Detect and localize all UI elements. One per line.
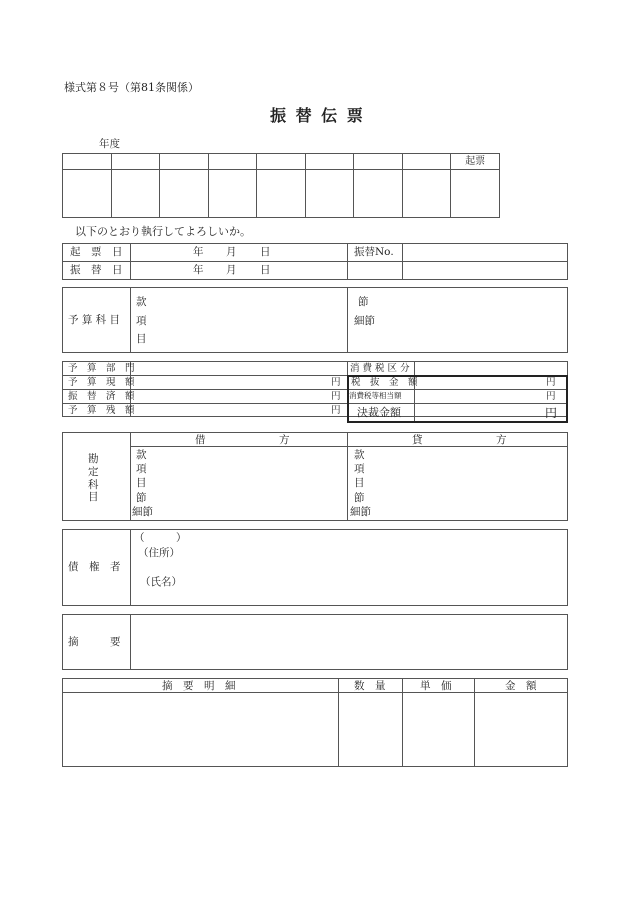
approval-stamp-grid: [62, 153, 500, 218]
nendo-label: 年度: [99, 138, 120, 150]
budget-current-label: 予 算 現 額: [68, 377, 135, 388]
final-amount-label: 決裁金額: [357, 406, 401, 419]
moku-label: 目: [136, 333, 147, 345]
summary-label: 摘 要: [68, 636, 121, 648]
stamp-cell[interactable]: [402, 170, 451, 218]
credit-saisetsu: 細節: [350, 506, 371, 518]
creditor-address-label: （住所）: [138, 547, 180, 559]
creditor-name-label: （氏名）: [140, 576, 182, 588]
furikae-no-label: 振替No.: [354, 246, 394, 258]
stamp-cell[interactable]: [257, 170, 306, 218]
budget-subject-label: 予 算 科 目: [68, 314, 121, 326]
stamp-cell[interactable]: [305, 170, 354, 218]
day-label: 日: [260, 264, 271, 276]
tax-equivalent-label: 消費税等相当額: [349, 391, 402, 400]
budget-dept-label: 予 算 部 門: [68, 363, 135, 374]
month-label: 月: [226, 246, 237, 258]
stamp-cell[interactable]: [451, 170, 500, 218]
credit-kou: 項: [354, 463, 365, 475]
yen-label: 円: [331, 391, 341, 402]
setsu-label: 節: [358, 296, 369, 308]
yen-label: 円: [331, 377, 341, 388]
stamp-cell[interactable]: [208, 170, 257, 218]
stamp-cell[interactable]: [63, 170, 112, 218]
kou-label: 項: [136, 315, 147, 327]
day-label: 日: [260, 246, 271, 258]
account-label-4: 目: [88, 491, 99, 503]
stamp-cell[interactable]: [160, 170, 209, 218]
furikae-date-label: 振 替 日: [70, 264, 123, 276]
year-label: 年: [193, 264, 204, 276]
debit-saisetsu: 細節: [132, 506, 153, 518]
credit-moku: 目: [354, 477, 365, 489]
account-label-3: 科: [88, 479, 99, 491]
stamp-cell[interactable]: [354, 170, 403, 218]
budget-remaining-label: 予 算 残 額: [68, 405, 135, 416]
debit-setsu: 節: [136, 492, 147, 504]
creditor-paren: （ ）: [134, 532, 187, 544]
stamp-cell[interactable]: [111, 170, 160, 218]
debit-kou: 項: [136, 463, 147, 475]
year-label: 年: [193, 246, 204, 258]
yen-label: 円: [331, 405, 341, 416]
page-title: 振 替 伝 票: [270, 106, 365, 125]
credit-kan: 款: [354, 449, 365, 461]
kihyo-stamp-label: 起票: [451, 154, 500, 170]
saisetsu-label: 細節: [354, 315, 375, 327]
credit-setsu: 節: [354, 492, 365, 504]
kan-label: 款: [136, 296, 147, 308]
account-label-2: 定: [88, 466, 99, 478]
yen-label: 円: [546, 391, 556, 402]
detail-header-amount: 金 額: [505, 680, 537, 692]
detail-header-quantity: 数 量: [354, 680, 386, 692]
detail-header-summary: 摘 要 明 細: [162, 680, 236, 692]
transfer-done-label: 振 替 済 額: [68, 391, 135, 402]
credit-header: 貸 方: [412, 434, 507, 446]
kihyo-date-label: 起 票 日: [70, 246, 123, 258]
yen-label: 円: [545, 406, 558, 420]
detail-header-unit-price: 単 価: [420, 680, 452, 692]
tax-excluded-label: 税 抜 金 額: [351, 377, 418, 388]
request-text: 以下のとおり執行してよろしいか。: [75, 225, 251, 238]
month-label: 月: [226, 264, 237, 276]
form-number: 様式第８号（第81条関係）: [64, 81, 199, 94]
debit-moku: 目: [136, 477, 147, 489]
debit-kan: 款: [136, 449, 147, 461]
tax-class-label: 消 費 税 区 分: [350, 363, 410, 374]
debit-header: 借 方: [195, 434, 290, 446]
account-label-1: 勘: [88, 453, 99, 465]
creditor-label: 債 権 者: [68, 561, 121, 573]
yen-label: 円: [546, 377, 556, 388]
summary-section: [62, 614, 568, 670]
